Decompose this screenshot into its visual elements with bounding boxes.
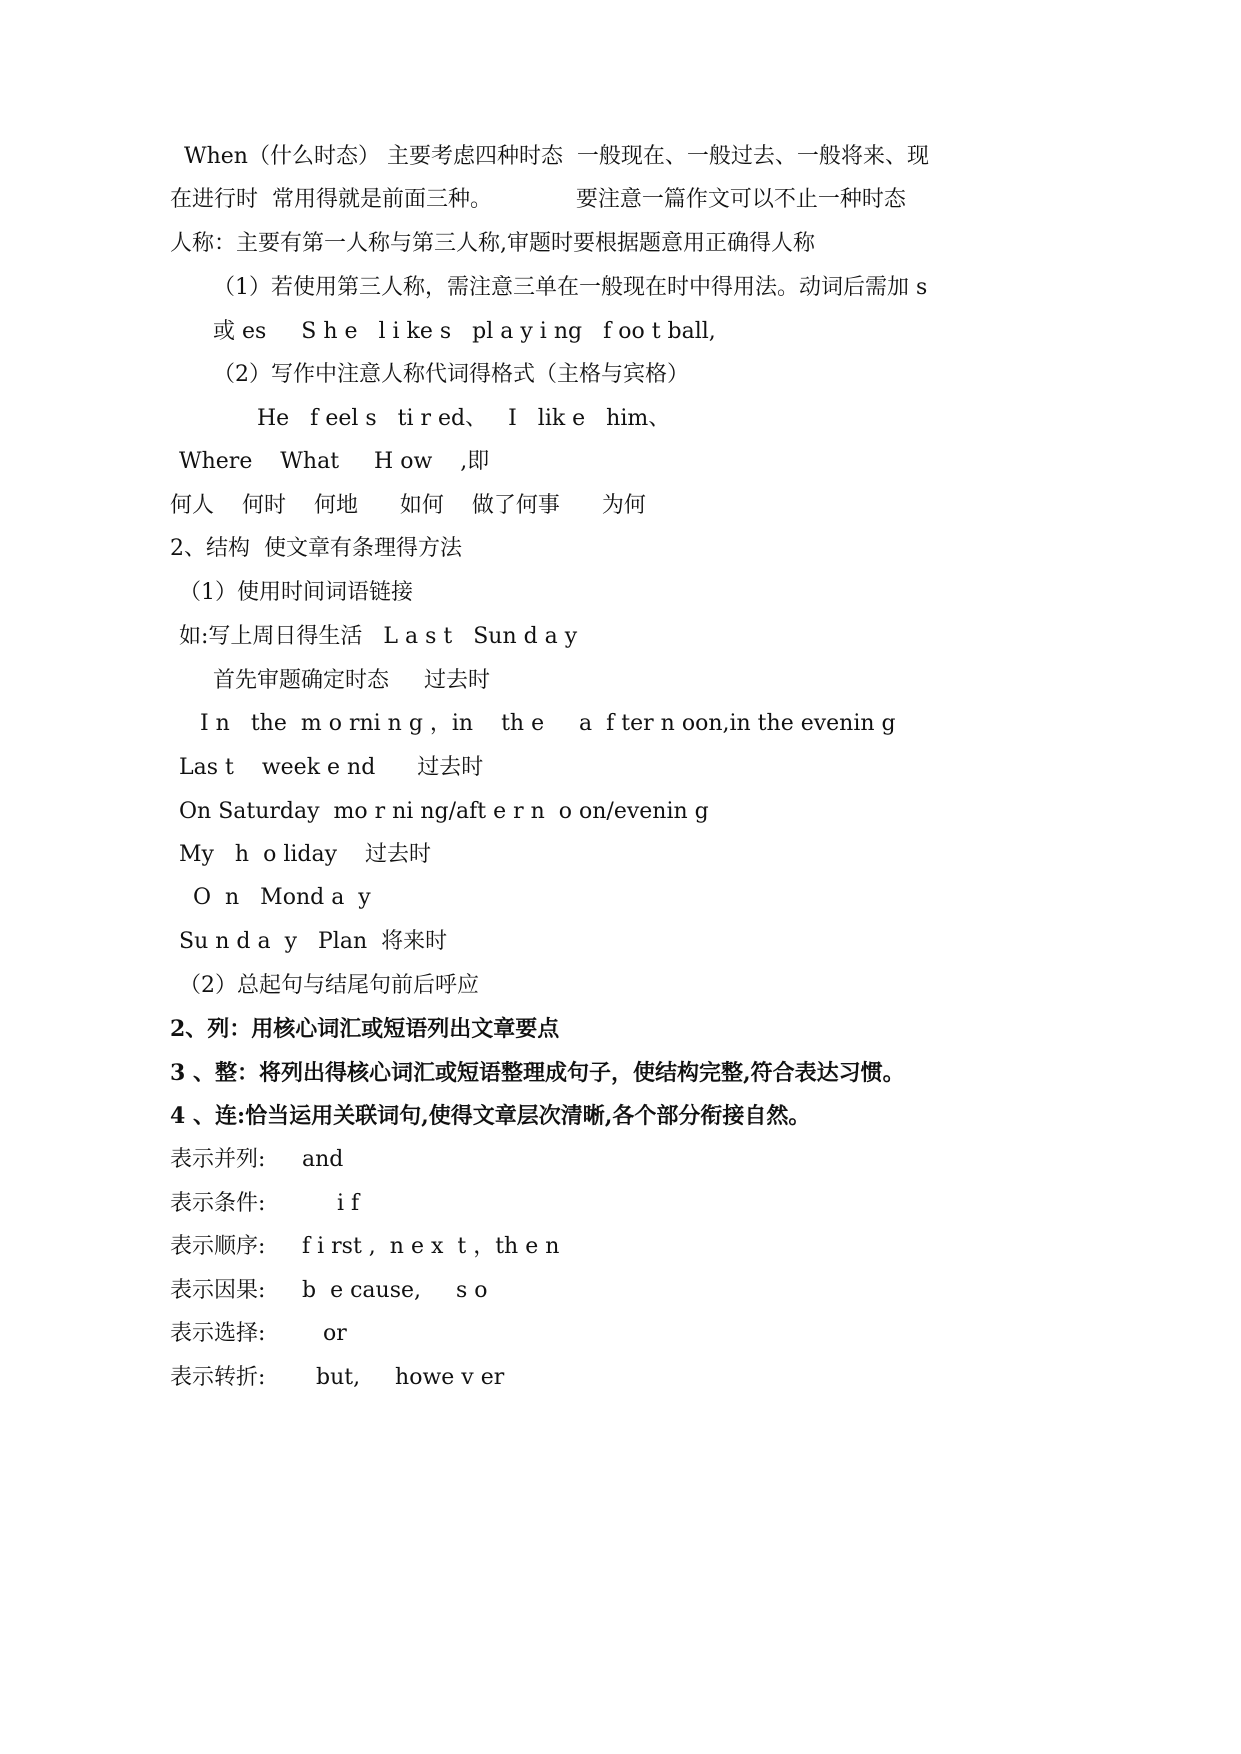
- connective-row-choice: [170, 1319, 347, 1349]
- connective-row-condition: [170, 1189, 359, 1219]
- text-line-organize-step: 3 、整：将列出得核心词汇或短语整理成句子，使结构完整,符合表达习惯。: [170, 1060, 905, 1086]
- text-line-morning-afternoon: I n the m o rni n g ，in th e a f ter n oon,in the evenin g: [200, 711, 896, 736]
- text-line-where-what-how: Where What H ow ,即: [179, 449, 490, 474]
- text-line-tense-cont: 在进行时 常用得就是前面三种。 要注意一篇作文可以不止一种时态: [170, 187, 906, 212]
- connective-value: f i rst , n e x t ，th e n: [302, 1234, 560, 1259]
- text-line-structure: 2、结构 使文章有条理得方法: [170, 536, 462, 561]
- text-line-list-step: 2、列：用核心词汇或短语列出文章要点: [170, 1016, 560, 1042]
- text-line-last-sunday: 如:写上周日得生活 L a s t Sun d a y: [179, 624, 578, 649]
- connective-label: 表示因果:: [170, 1278, 266, 1303]
- text-line-on-monday: O n Mond a y: [193, 885, 371, 910]
- text-line-last-weekend: Las t week e nd 过去时: [179, 755, 484, 780]
- connective-value: but, howe v er: [302, 1365, 505, 1390]
- text-line-connect-step: 4 、连:恰当运用关联词句,使得文章层次清晰,各个部分衔接自然。: [170, 1103, 811, 1129]
- text-line-pronoun-case: （2）写作中注意人称代词得格式（主格与宾格）: [213, 362, 689, 387]
- connective-value: or: [302, 1321, 347, 1346]
- text-line-tense: When（什么时态） 主要考虑四种时态 一般现在、一般过去、一般将来、现: [170, 144, 929, 169]
- connective-value: i f: [302, 1191, 360, 1216]
- connective-label: 表示顺序:: [170, 1234, 266, 1259]
- text-line-who-when-where: 何人 何时 何地 如何 做了何事 为何: [170, 493, 646, 518]
- text-line-person: 人称：主要有第一人称与第三人称,审题时要根据题意用正确得人称: [170, 231, 815, 256]
- connective-row-sequence: [170, 1232, 559, 1262]
- text-line-sunday-plan: Su n d a y Plan 将来时: [179, 929, 448, 954]
- text-line-pronoun-example: He f eel s ti r ed、 I lik e him、: [257, 406, 671, 431]
- connective-row-cause: [170, 1276, 488, 1306]
- text-line-saturday: On Saturday mo r ni ng/aft e r n o on/evenin g: [179, 799, 709, 824]
- connective-label: 表示并列:: [170, 1147, 266, 1172]
- text-line-time-words: （1）使用时间词语链接: [179, 580, 413, 605]
- connective-label: 表示转折:: [170, 1365, 266, 1390]
- text-line-third-person-example: 或 es S h e l i ke s pl a y i ng f oo t ball,: [213, 319, 716, 344]
- text-line-my-holiday: My h o liday 过去时: [179, 842, 432, 867]
- text-line-opening-ending: （2）总起句与结尾句前后呼应: [179, 973, 479, 998]
- connective-row-parallel: [170, 1145, 343, 1175]
- connective-row-contrast: [170, 1363, 504, 1393]
- text-line-determine-tense: 首先审题确定时态 过去时: [213, 668, 490, 693]
- text-line-third-person: （1）若使用第三人称，需注意三单在一般现在时中得用法。动词后需加 s: [213, 275, 928, 300]
- connective-value: and: [302, 1147, 344, 1172]
- connective-label: 表示条件:: [170, 1191, 266, 1216]
- connective-label: 表示选择:: [170, 1321, 266, 1346]
- connective-value: b e cause, s o: [302, 1278, 488, 1303]
